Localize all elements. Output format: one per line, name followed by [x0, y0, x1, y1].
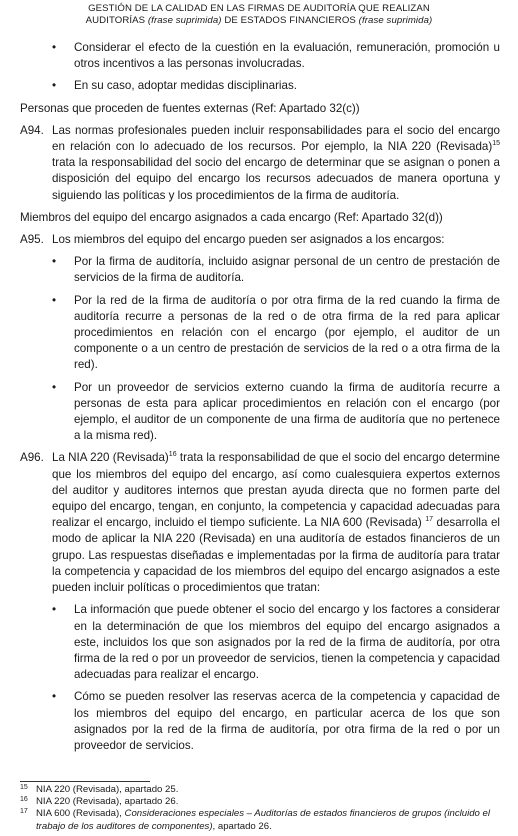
footnote: 15 NIA 220 (Revisada), apartado 25. — [20, 784, 179, 795]
header-line-2: AUDITORÍAS (frase suprimida) DE ESTADOS FINANCIEROS (frase suprimida) — [85, 15, 433, 26]
paragraph-number: A96. — [20, 451, 44, 465]
list-item: • La información que puede obtener el socio del encargo y los factores a considerar en la determinación de que los miembros del equipo del encargo asignados a este, incluidos los que son asignados por la red de la firma de auditoría, por otra firma de la red o por un proveedor de servicios, tienen la competencia y capacidad adecuadas para realizar el encargo. — [52, 603, 500, 682]
footnote: 16 NIA 220 (Revisada), apartado 26. — [20, 796, 179, 808]
paragraph-number: A95. — [20, 233, 44, 247]
running-header — [0, 3, 518, 27]
list-item: • En su caso, adoptar medidas disciplinarias. — [52, 79, 297, 93]
footnote-ref: 16 — [168, 451, 177, 459]
paragraph-a94: A94. Las normas profesionales pueden incluir responsabilidades para el socio del encargo en relación con lo adecuado de los recursos. Por ejemplo, la NIA 220 (Revisada)$^{15}$ trata la responsabilidad del socio del encargo de determinar que se asignan o ponen a disposición del equipo del encargo los recursos adecuados de manera oportuna y siguiendo las políticas y los procedimientos de la firma de auditoría. — [20, 123, 500, 202]
footnote-ref: 17 — [425, 516, 433, 524]
list-item: • Por la firma de auditoría, incluido asignar personal de un centro de prestación de servicios de la firma de auditoría. — [52, 255, 500, 285]
section-heading: Personas que proceden de fuentes externas (Ref: Apartado 32(c)) — [20, 101, 360, 115]
footnotes — [20, 784, 500, 833]
list-item: • Por un proveedor de servicios externo cuando la firma de auditoría recurre a personas de esta para aplicar procedimientos en relación con el encargo (por ejemplo, el auditor de un componente de una firma de auditoría que no pertenece a la misma red). — [52, 380, 500, 443]
paragraph-a96: A96. La NIA 220 (Revisada)$^{16}$ trata la responsabilidad de que el socio del encargo determine que los miembros del equipo del encargo, así como cualesquiera expertos externos del auditor y auditores internos que prestan ayuda directa que no formen parte del equipo del encargo, tengan, en conjunto, la competencia y capacidad adecuadas para realizar el encargo, incluido el tiempo suficiente. La NIA 600 (Revisada) $^{17}$ desarrolla el modo de aplicar la NIA 220 (Revisada) en una auditoría de estados financieros de un grupo. Las respuestas diseñadas e implementadas por la firma de auditoría para tratar la competencia y capacidad de los miembros del equipo del encargo asignados a este pueden incluir políticas o procedimientos que tratan: — [20, 451, 500, 595]
paragraph-number: A94. — [20, 123, 44, 137]
page-body — [20, 40, 500, 760]
header-line-1: GESTIÓN DE LA CALIDAD EN LAS FIRMAS DE AUDITORÍA QUE REALIZAN — [88, 3, 430, 14]
footnote-divider — [20, 781, 150, 782]
footnote-ref: 15 — [492, 140, 500, 148]
list-item: • Cómo se pueden resolver las reservas acerca de la competencia y capacidad de los miembros del equipo del encargo, en particular acerca de los que son asignados por la red de la firma de auditoría, por otra firma de la red o por un proveedor de servicios. — [52, 690, 500, 752]
footnote: 17 NIA 600 (Revisada), Consideraciones especiales – Auditorías de estados financieros de grupos (incluido el trabajo de los auditores de componentes), apartado 26. — [20, 808, 491, 832]
list-item: • Considerar el efecto de la cuestión en la evaluación, remuneración, promoción u otros incentivos a las personas involucradas. — [52, 41, 500, 71]
section-heading: Miembros del equipo del encargo asignados a cada encargo (Ref: Apartado 32(d)) — [20, 210, 443, 224]
list-item: • Por la red de la firma de auditoría o por otra firma de la red cuando la firma de auditoría recurre a personas de la red o de otra firma de la red para aplicar procedimientos en relación con el encargo (por ejemplo, el auditor de un componente o a un centro de prestación de servicios de la red o a otra firma de la red). — [52, 293, 500, 372]
paragraph-a95: A95. Los miembros del equipo del encargo pueden ser asignados a los encargos: — [20, 232, 500, 248]
